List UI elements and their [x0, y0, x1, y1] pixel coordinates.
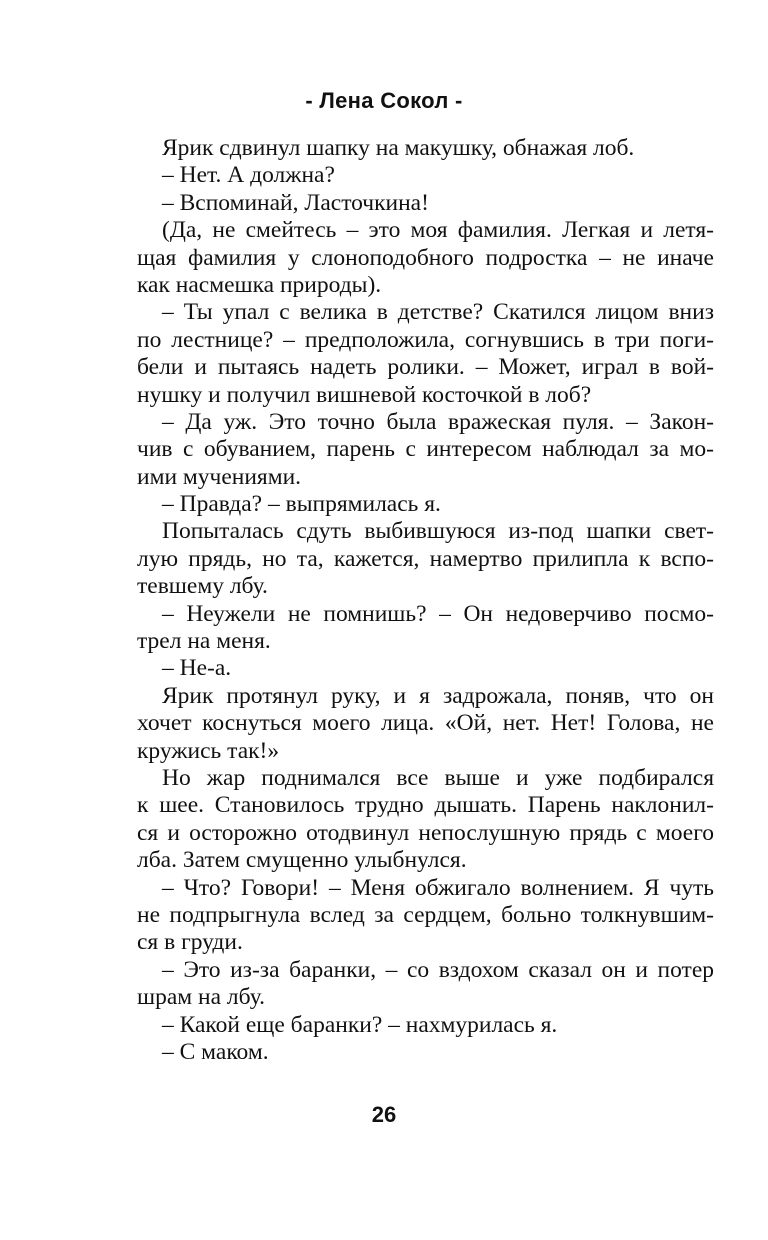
- text-line: – Нет. А должна?: [162, 162, 335, 189]
- text-line: – Какой еще баранки? – нахмурилась я.: [162, 1011, 558, 1038]
- text-line: – Что? Говори! – Меня обжигало волнением. Я чуть: [162, 874, 714, 901]
- text-line: бели и пытаясь надеть ролики. – Может, играл в вой-: [137, 354, 714, 381]
- text-line: щая фамилия у слоноподобного подростка – не иначе: [137, 244, 714, 271]
- text-line: Ярик протянул руку, и я задрожала, поняв, что он: [162, 682, 714, 709]
- text-line: лба. Затем смущенно улыбнулся.: [137, 847, 467, 874]
- running-head: - Лена Сокол -: [305, 88, 463, 113]
- text-line: Попыталась сдуть выбившуюся из-под шапки свет-: [162, 518, 714, 545]
- text-line: кружись так!»: [137, 737, 280, 764]
- text-line: хочет коснуться моего лица. «Ой, нет. Нет! Голова, не: [137, 710, 714, 737]
- text-line: трел на меня.: [137, 628, 271, 655]
- text-line: Но жар поднимался все выше и уже подбирался: [162, 764, 714, 791]
- text-line: нушку и получил вишневой косточкой в лоб?: [137, 381, 592, 408]
- text-line: к шее. Становилось трудно дышать. Парень наклонил-: [137, 792, 714, 819]
- text-line: чив с обуванием, парень с интересом наблюдал за мо-: [137, 436, 714, 463]
- text-line: – Правда? – выпрямилась я.: [162, 491, 441, 518]
- text-line: лую прядь, но та, кажется, намертво прилипла к вспо-: [137, 545, 714, 572]
- text-line: ся в груди.: [137, 929, 243, 956]
- text-line: – Неужели не помнишь? – Он недоверчиво посмо-: [162, 600, 714, 627]
- text-line: – Вспоминай, Ласточкина!: [162, 189, 429, 216]
- text-line: ся и осторожно отодвинул непослушную прядь с моего: [137, 819, 714, 846]
- text-line: Ярик сдвинул шапку на макушку, обнажая лоб.: [162, 135, 635, 161]
- text-line: ими мучениями.: [137, 463, 302, 490]
- body-text: [137, 135, 714, 1066]
- text-line: по лестнице? – предположила, согнувшись в три поги-: [137, 326, 714, 353]
- text-line: тевшему лбу.: [137, 573, 268, 600]
- text-line: – Не-а.: [162, 655, 232, 682]
- text-line: (Да, не смейтесь – это моя фамилия. Легкая и летя-: [162, 217, 714, 244]
- text-line: – С маком.: [162, 1038, 269, 1065]
- text-line: – Да уж. Это точно была вражеская пуля. – Закон-: [162, 408, 714, 435]
- text-line: – Это из-за баранки, – со вздохом сказал он и потер: [162, 956, 714, 983]
- text-line: – Ты упал с велика в детстве? Скатился лицом вниз: [162, 299, 714, 326]
- text-line: шрам на лбу.: [137, 984, 265, 1011]
- text-line: не подпрыгнула вслед за сердцем, больно толкнувшим-: [137, 901, 714, 928]
- page-number: 26: [371, 1102, 397, 1127]
- text-line: как насмешка природы).: [137, 271, 382, 298]
